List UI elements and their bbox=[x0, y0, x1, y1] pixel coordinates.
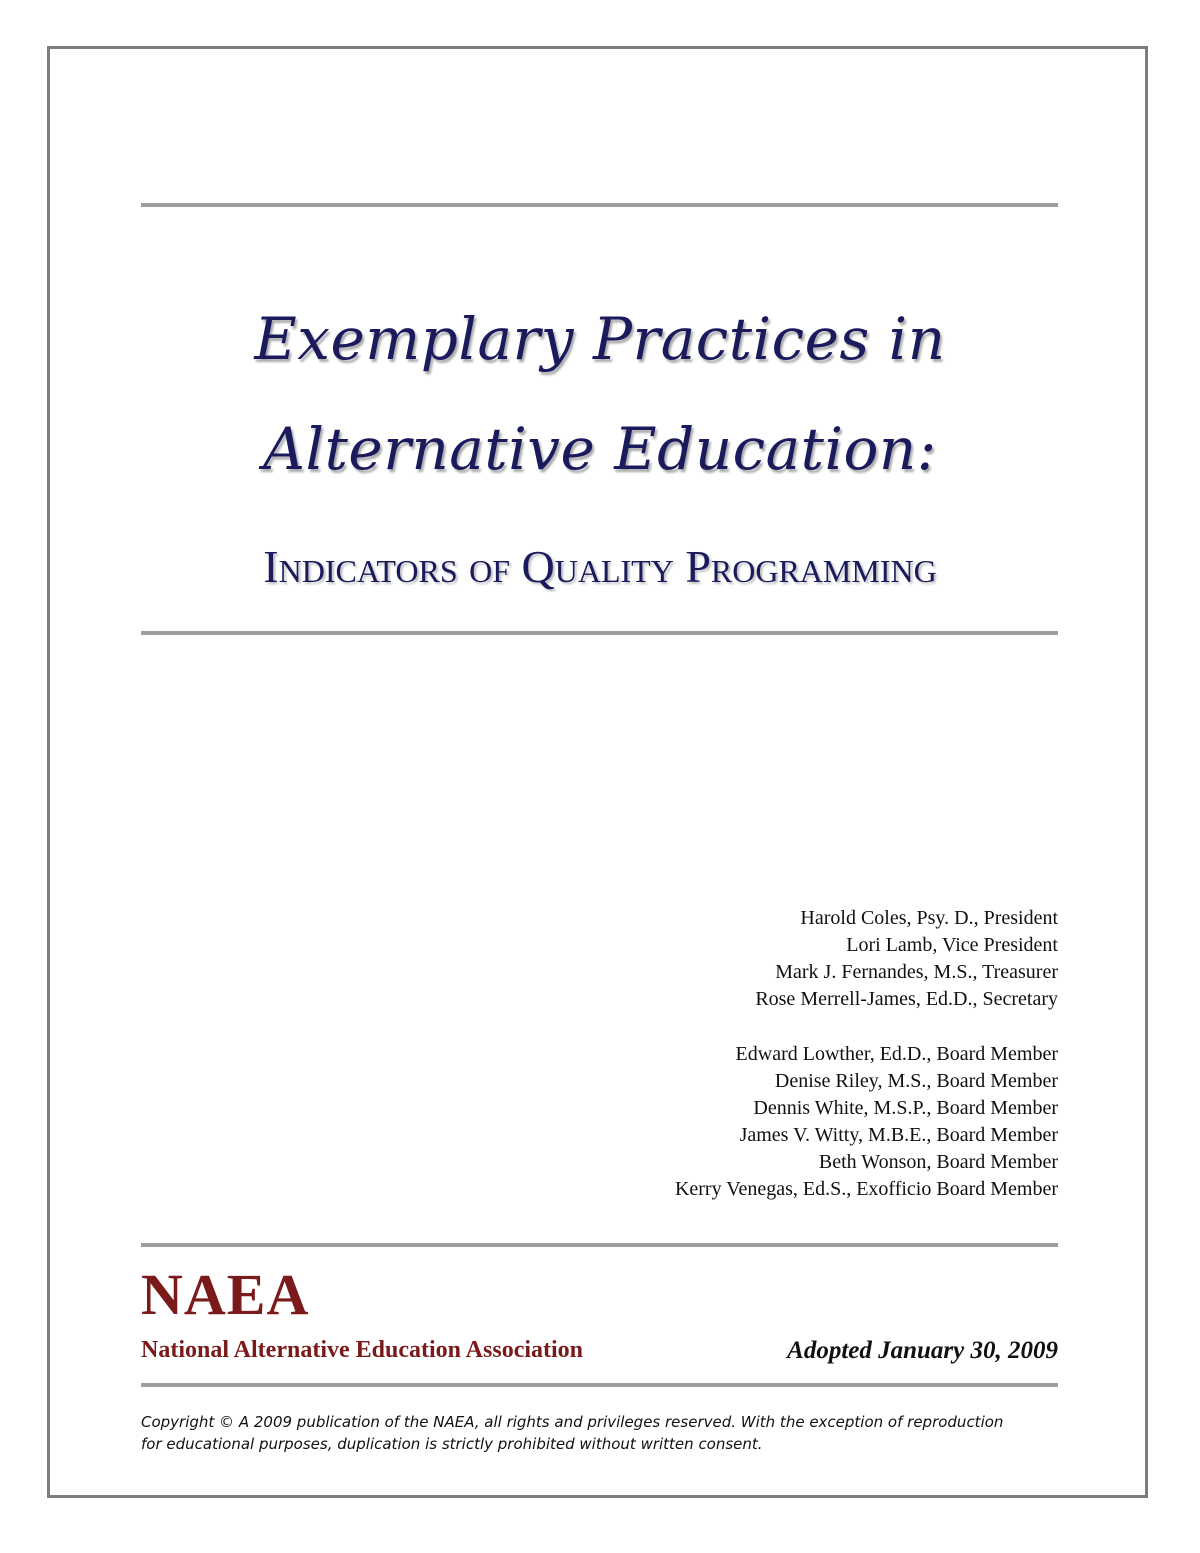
board-member: Dennis White, M.S.P., Board Member bbox=[753, 1097, 1058, 1119]
footer-bottom-divider bbox=[141, 1383, 1058, 1387]
officer-treasurer: Mark J. Fernandes, M.S., Treasurer bbox=[775, 961, 1058, 983]
naea-logo: NAEA bbox=[141, 1262, 310, 1327]
officer-president: Harold Coles, Psy. D., President bbox=[800, 907, 1058, 929]
board-member: Edward Lowther, Ed.D., Board Member bbox=[735, 1043, 1058, 1065]
document-title-line-1: Exemplary Practices in bbox=[254, 305, 946, 373]
title-bottom-divider bbox=[141, 631, 1058, 635]
board-member: Denise Riley, M.S., Board Member bbox=[774, 1070, 1058, 1092]
top-divider bbox=[141, 203, 1058, 207]
officer-vice-president: Lori Lamb, Vice President bbox=[846, 934, 1058, 956]
officers-list bbox=[458, 905, 1058, 1013]
document-subtitle: Indicators of Quality Programming bbox=[263, 541, 937, 592]
board-members-list bbox=[458, 1041, 1058, 1203]
copyright-notice bbox=[141, 1411, 1061, 1455]
adopted-date: Adopted January 30, 2009 bbox=[787, 1337, 1058, 1364]
board-member: James V. Witty, M.B.E., Board Member bbox=[739, 1124, 1058, 1146]
board-member-exofficio: Kerry Venegas, Ed.S., Exofficio Board Member bbox=[674, 1178, 1058, 1200]
copyright-line-1: Copyright © A 2009 publication of the NAEA, all rights and privileges reserved. With the exception of reproduction bbox=[141, 1413, 1004, 1431]
footer-top-divider bbox=[141, 1243, 1058, 1247]
officer-secretary: Rose Merrell-James, Ed.D., Secretary bbox=[755, 988, 1058, 1010]
organization-name: National Alternative Education Association bbox=[141, 1337, 584, 1363]
board-member: Beth Wonson, Board Member bbox=[818, 1151, 1058, 1173]
document-title-line-2: Alternative Education: bbox=[263, 415, 937, 483]
copyright-line-2: for educational purposes, duplication is strictly prohibited without written consent. bbox=[141, 1435, 763, 1453]
